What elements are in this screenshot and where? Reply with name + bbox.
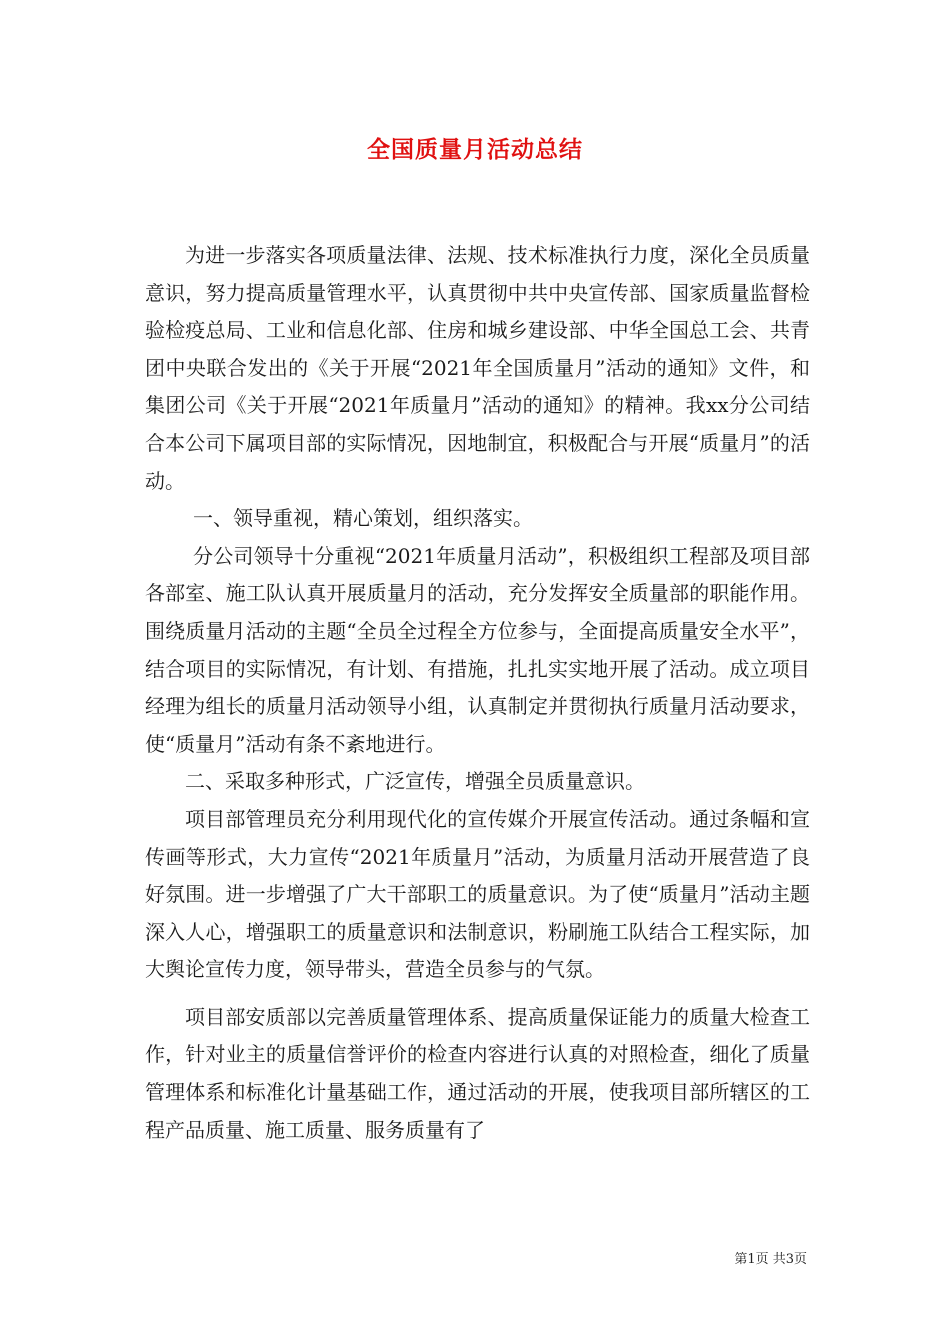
paragraph-section-1: 分公司领导十分重视“2021年质量月活动”，积极组织工程部及项目部各部室、施工队认真开展质量月的活动，充分发挥安全质量部的职能作用。围绕质量月活动的主题“全员全过程全方位参与，全面提高质量安全水平”，结合项目的实际情况，有计划、有措施，扎扎实实地开展了活动。成立项目经理为组长的质量月活动领导小组，认真制定并贯彻执行质量月活动要求，使“质量月”活动有条不紊地进行。 xyxy=(145,543,810,756)
document-title: 全国质量月活动总结 xyxy=(367,137,583,163)
paragraph-section-2-continued: 项目部安质部以完善质量管理体系、提高质量保证能力的质量大检查工作，针对业主的质量信誉评价的检查内容进行认真的对照检查，细化了质量管理体系和标准化计量基础工作，通过活动的开展，使我项目部所辖区的工程产品质量、施工质量、服务质量有了 xyxy=(145,1004,810,1142)
page-number: 第1页 共3页 xyxy=(734,1252,807,1267)
section-heading-1: 一、领导重视，精心策划，组织落实。 xyxy=(193,506,533,531)
paragraph-intro: 为进一步落实各项质量法律、法规、技术标准执行力度，深化全员质量意识，努力提高质量管理水平，认真贯彻中共中央宣传部、国家质量监督检验检疫总局、工业和信息化部、住房和城乡建设部、中华全国总工会、共青团中央联合发出的《关于开展“2021年全国质量月”活动的通知》文件，和集团公司《关于开展“2021年质量月”活动的通知》的精神。我xx分公司结合本公司下属项目部的实际情况，因地制宜，积极配合与开展“质量月”的活动。 xyxy=(145,243,810,493)
document-body xyxy=(145,237,810,1149)
section-heading-2: 二、采取多种形式，广泛宣传，增强全员质量意识。 xyxy=(185,769,645,794)
paragraph-section-2: 项目部管理员充分利用现代化的宣传媒介开展宣传活动。通过条幅和宣传画等形式，大力宣传“2021年质量月”活动，为质量月活动开展营造了良好氛围。进一步增强了广大干部职工的质量意识。为了使“质量月”活动主题深入人心，增强职工的质量意识和法制意识，粉刷施工队结合工程实际，加大舆论宣传力度，领导带头，营造全员参与的气氛。 xyxy=(145,806,810,982)
